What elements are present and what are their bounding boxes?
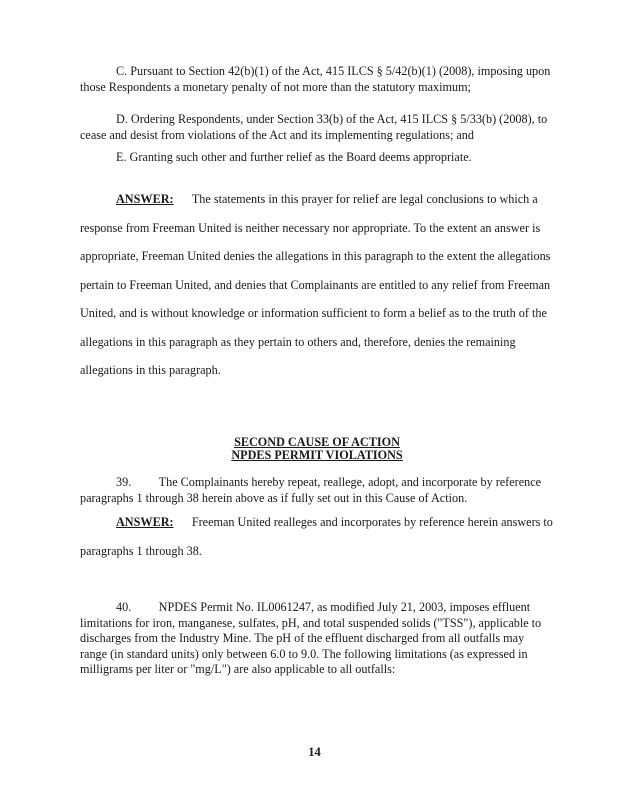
relief-item-e: [80, 150, 554, 166]
relief-item-text: Pursuant to Section 42(b)(1) of the Act, 415 ILCS § 5/42(b)(1) (2008), imposing upon those Respondents a monetary penalty of not more than the statutory maximum;: [80, 64, 551, 94]
relief-item-letter: C.: [116, 64, 128, 78]
relief-item-text: Granting such other and further relief as the Board deems appropriate.: [129, 150, 472, 164]
answer-text: The statements in this prayer for relief are legal conclusions to which a response from Freeman United is neither necessary nor appropriate. To the extent an answer is appropriate, Freeman United denies the allegations in this paragraph to the extent the allegations pertain to Freeman United, and denies that Complainants are entitled to any relief from Freeman United, and is without knowledge or information sufficient to form a belief as to the truth of the allegations in this paragraph as they pertain to others and, therefore, denies the remaining allegations in this paragraph.: [80, 192, 551, 377]
relief-item-letter: D.: [116, 112, 128, 126]
section-heading-line-2: NPDES PERMIT VIOLATIONS: [231, 448, 403, 462]
answer-paragraph-1: [80, 185, 554, 385]
section-heading-line-1: SECOND CAUSE OF ACTION: [234, 435, 400, 449]
paragraph-text: The Complainants hereby repeat, reallege, adopt, and incorporate by reference paragraphs 1 through 38 herein above as if fully set out in this Cause of Action.: [80, 475, 542, 505]
answer-text: Freeman United realleges and incorporates by reference herein answers to paragraphs 1 through 38.: [80, 515, 553, 558]
answer-label: ANSWER:: [116, 192, 174, 206]
paragraph-40: [80, 600, 554, 678]
paragraph-number: 40.: [116, 600, 132, 614]
answer-label: ANSWER:: [116, 515, 174, 529]
page-number: 14: [308, 745, 321, 759]
paragraph-text: NPDES Permit No. IL0061247, as modified July 21, 2003, imposes effluent limitations for iron, manganese, sulfates, pH, and total suspended solids ("TSS"), applicable to discharges from the Industry Mine. The pH of the effluent discharged from all outfalls may range (in standard units) only between 6.0 to 9.0. The following limitations (as expressed in milligrams per liter or "mg/L") are also applicable to all outfalls:: [80, 600, 542, 676]
relief-item-letter: E.: [116, 150, 127, 164]
paragraph-39: [80, 475, 554, 506]
relief-item-c: [80, 64, 554, 95]
paragraph-number: 39.: [116, 475, 132, 489]
relief-item-d: [80, 112, 554, 143]
answer-paragraph-2: [80, 508, 554, 565]
relief-item-text: Ordering Respondents, under Section 33(b) of the Act, 415 ILCS § 5/33(b) (2008), to cease and desist from violations of the Act and its implementing regulations; and: [80, 112, 548, 142]
